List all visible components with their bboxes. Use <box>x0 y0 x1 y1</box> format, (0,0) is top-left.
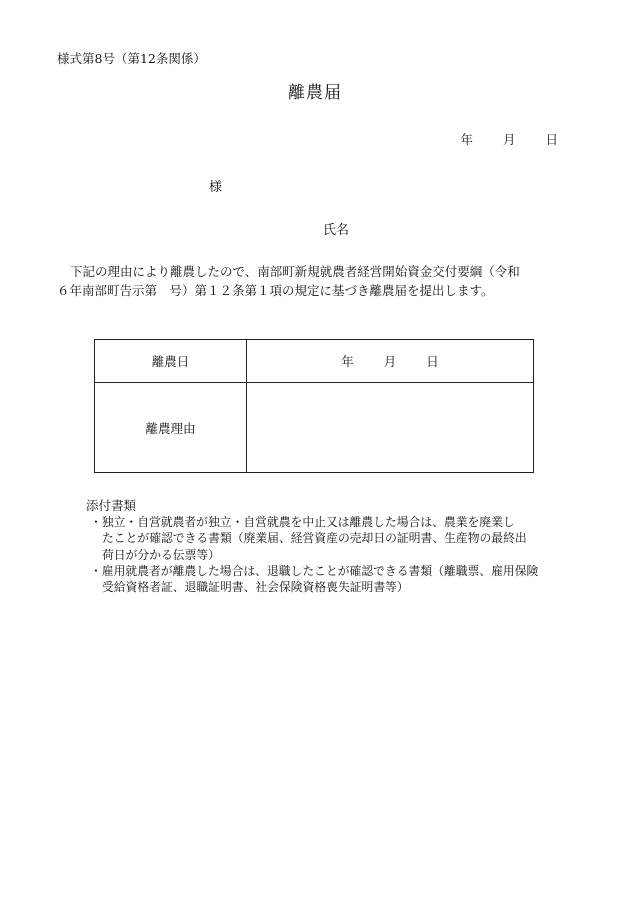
withdrawal-reason-field[interactable] <box>247 383 534 473</box>
attachment-item-1-line-3: 荷日が分かる伝票等） <box>102 547 220 562</box>
form-number: 様式第8号（第12条関係） <box>57 51 206 66</box>
withdrawal-table <box>94 339 534 473</box>
date-year-label: 年 <box>460 132 473 147</box>
date-month-label: 月 <box>502 132 516 147</box>
body-line-2: ６年南部町告示第 号）第１２条第１項の規定に基づき離農届を提出します。 <box>57 283 494 298</box>
table-row <box>95 383 534 473</box>
withdrawal-date-year: 年 <box>341 354 354 369</box>
applicant-name-label: 氏名 <box>323 223 350 238</box>
attachments-title: 添付書類 <box>86 498 137 513</box>
attachment-item-2-line-2: 受給資格者証、退職証明書、社会保険資格喪失証明書等） <box>102 580 409 595</box>
attachment-item-1-line-2: たことが確認できる書類（廃業届、経営資産の売却日の証明書、生産物の最終出 <box>102 531 527 546</box>
withdrawal-reason-label: 離農理由 <box>95 383 247 473</box>
withdrawal-date-field[interactable] <box>247 340 534 383</box>
table-row <box>95 340 534 383</box>
withdrawal-date-label: 離農日 <box>95 340 247 383</box>
date-day-label: 日 <box>545 132 558 147</box>
submission-date <box>460 130 558 148</box>
withdrawal-date-day: 日 <box>426 354 439 369</box>
withdrawal-date-month: 月 <box>383 354 397 369</box>
document-title: 離農届 <box>288 83 342 103</box>
attachments-list <box>90 514 538 595</box>
body-paragraph <box>57 262 573 300</box>
body-line-1: 下記の理由により離農したので、南部町新規就農者経営開始資金交付要綱（令和 <box>70 264 520 279</box>
attachment-item-1-line-1: ・独立・自営就農者が独立・自営就農を中止又は離農した場合は、農業を廃業し <box>90 515 515 529</box>
addressee-suffix: 様 <box>209 180 223 195</box>
attachment-item-2-line-1: ・雇用就農者が離農した場合は、退職したことが確認できる書類（離職票、雇用保険 <box>90 563 539 578</box>
